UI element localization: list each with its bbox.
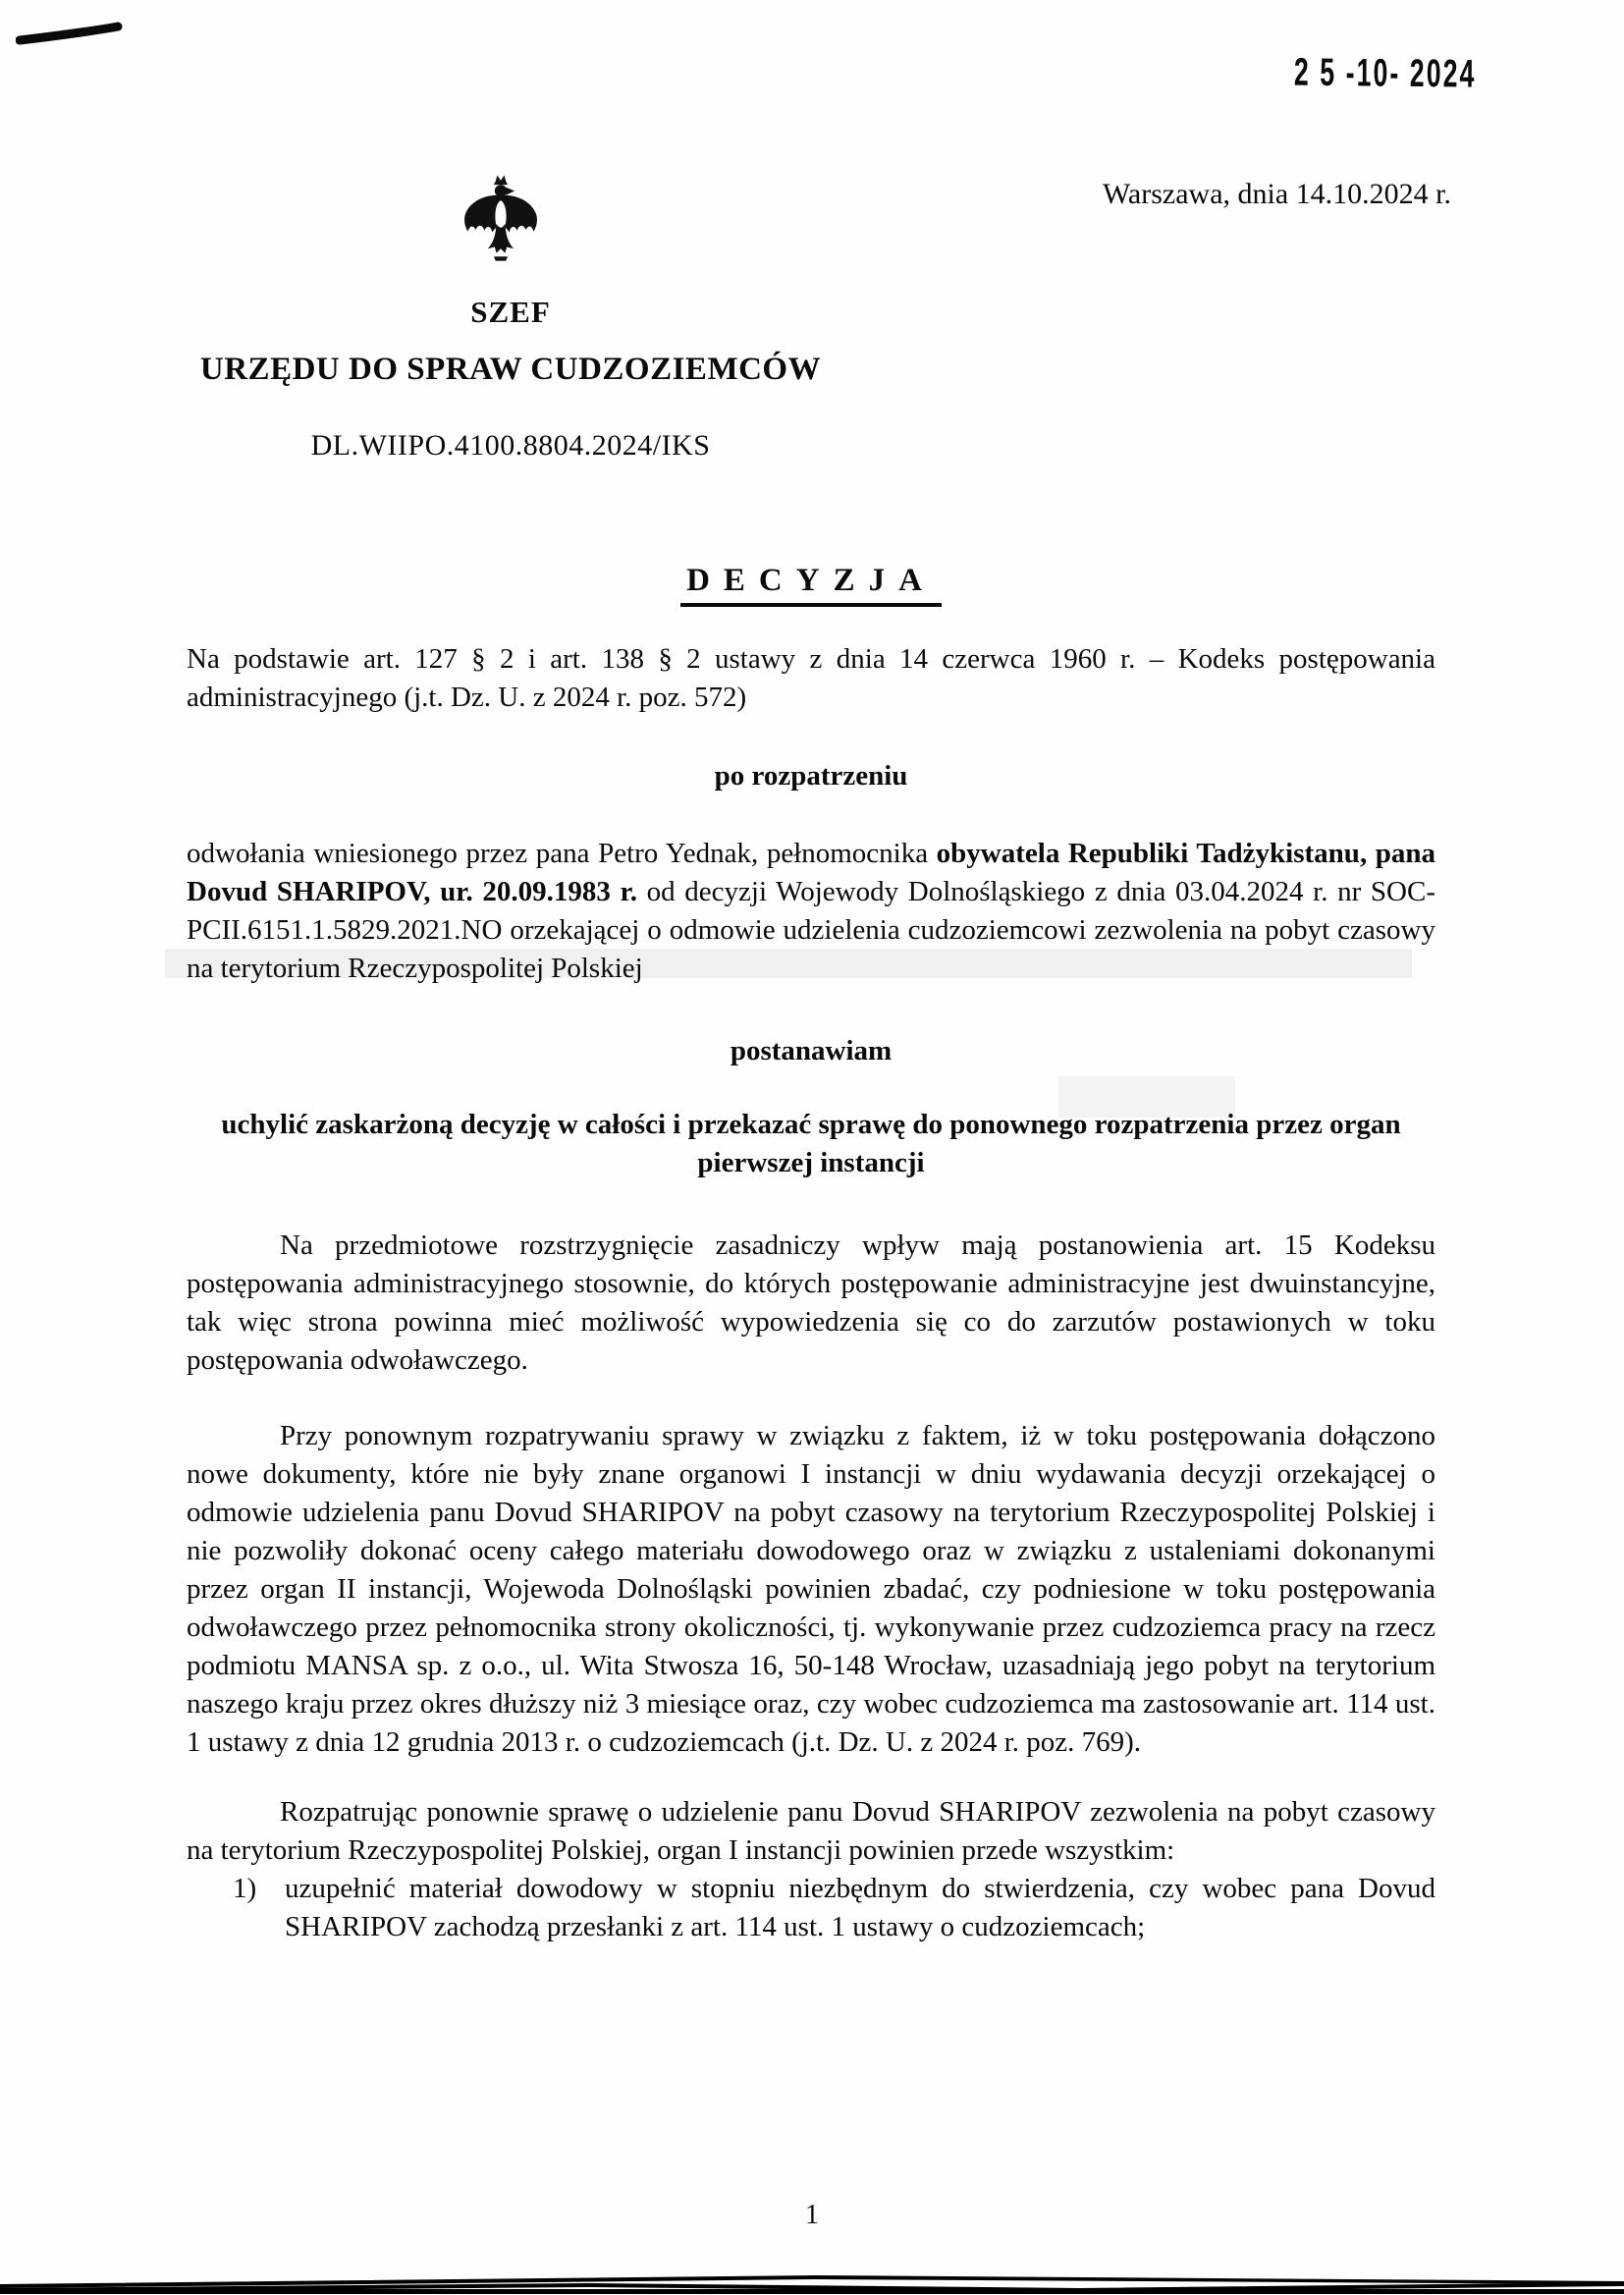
paragraph-reconsideration: Przy ponownym rozpatrywaniu sprawy w związku z faktem, iż w toku postępowania dołączono nowe dokumenty, które nie były znane organowi I instancji w dniu wydawania decyzji orzekającej o odmowie udzielenia panu Dovud SHARIPOV na pobyt czasowy na terytorium Rzeczypospolitej Polskiej i nie pozwoliły dokonać oceny całego materiału dowodowego oraz w związku z ustaleniami dokonanymi przez organ II instancji, Wojewoda Dolnośląski powinien zbadać, czy podniesione w toku postępowania odwoławczego przez pełnomocnika strony okoliczności, tj. wykonywanie przez cudzoziemca pracy na rzecz podmiotu MANSA sp. z o.o., ul. Wita Stwosza 16, 50-148 Wrocław, uzasadniają jego pobyt na terytorium naszego kraju przez okres dłuższy niż 3 miesiące oraz, czy wobec cudzoziemca ma zastosowanie art. 114 ust. 1 ustawy z dnia 12 grudnia 2013 r. o cudzoziemcach (j.t. Dz. U. z 2024 r. poz. 769). [187,1420,1435,1758]
paragraph-instructions-intro: Rozpatrując ponownie sprawę o udzielenie panu Dovud SHARIPOV zezwolenia na pobyt czasowy na terytorium Rzeczypospolitej Polskiej, organ I instancji powinien przede wszystkim: [187,1796,1435,1866]
appeal-paragraph [187,835,1435,988]
decision-title [187,563,1435,599]
ruling-statement: uchylić zaskarżoną decyzję w całości i przekazać sprawę do ponownego rozpatrzenia przez organ pierwszej instancji [221,1109,1401,1178]
appeal-text-bold: obywatela Republiki Tadżykistanu, pana Dovud SHARIPOV, ur. 20.09.1983 r. [187,838,1435,907]
decide-heading: postanawiam [730,1035,893,1066]
case-number: DL.WIIPO.4100.8804.2024/IKS [310,429,711,462]
issuer-title-line2: URZĘDU DO SPRAW CUDZOZIEMCÓW [199,352,822,387]
document-body [187,640,1435,1946]
decision-title-text: DECYZJA [680,563,942,607]
instruction-item-marker: 1) [233,1873,257,1904]
after-consideration-heading: po rozpatrzeniu [714,760,908,792]
letterhead [147,295,874,463]
instruction-item [187,1870,1435,1946]
place-and-date: Warszawa, dnia 14.10.2024 r. [1103,178,1451,210]
paragraph-art15: Na przedmiotowe rozstrzygnięcie zasadniczy wpływ mają postanowienia art. 15 Kodeksu postępowania administracyjnego stosownie, do których postępowanie administracyjne jest dwuinstancyjne, tak więc strona powinna mieć możliwość wypowiedzenia się co do zarzutów postawionych w toku postępowania odwoławczego. [187,1229,1435,1376]
handwritten-pen-mark [16,20,124,47]
issuer-title-line1: SZEF [470,295,551,329]
page-number: 1 [805,2200,819,2230]
legal-basis-paragraph: Na podstawie art. 127 § 2 i art. 138 § 2 ustawy z dnia 14 czerwca 1960 r. – Kodeks postępowania administracyjnego (j.t. Dz. U. z 2024 r. poz. 572) [187,643,1435,713]
date-stamp: 2 5 -10- 2024 [1293,51,1477,97]
polish-eagle-emblem [458,173,544,271]
appeal-text-after: od decyzji Wojewody Dolnośląskiego z dnia 03.04.2024 r. nr SOC-PCII.6151.1.5829.2021.NO orzekającej o odmowie udzielenia cudzoziemcowi zezwolenia na pobyt czasowy na terytorium Rzeczypospolitej Polskiej [187,876,1435,984]
scan-artifact-line [0,2271,1624,2295]
instruction-item-text: uzupełnić materiał dowodowy w stopniu niezbędnym do stwierdzenia, czy wobec pana Dovud SHARIPOV zachodzą przesłanki z art. 114 ust. 1 ustawy o cudzoziemcach; [285,1873,1435,1942]
appeal-text-before: odwołania wniesionego przez pana Petro Yednak, pełnomocnika [187,838,937,869]
